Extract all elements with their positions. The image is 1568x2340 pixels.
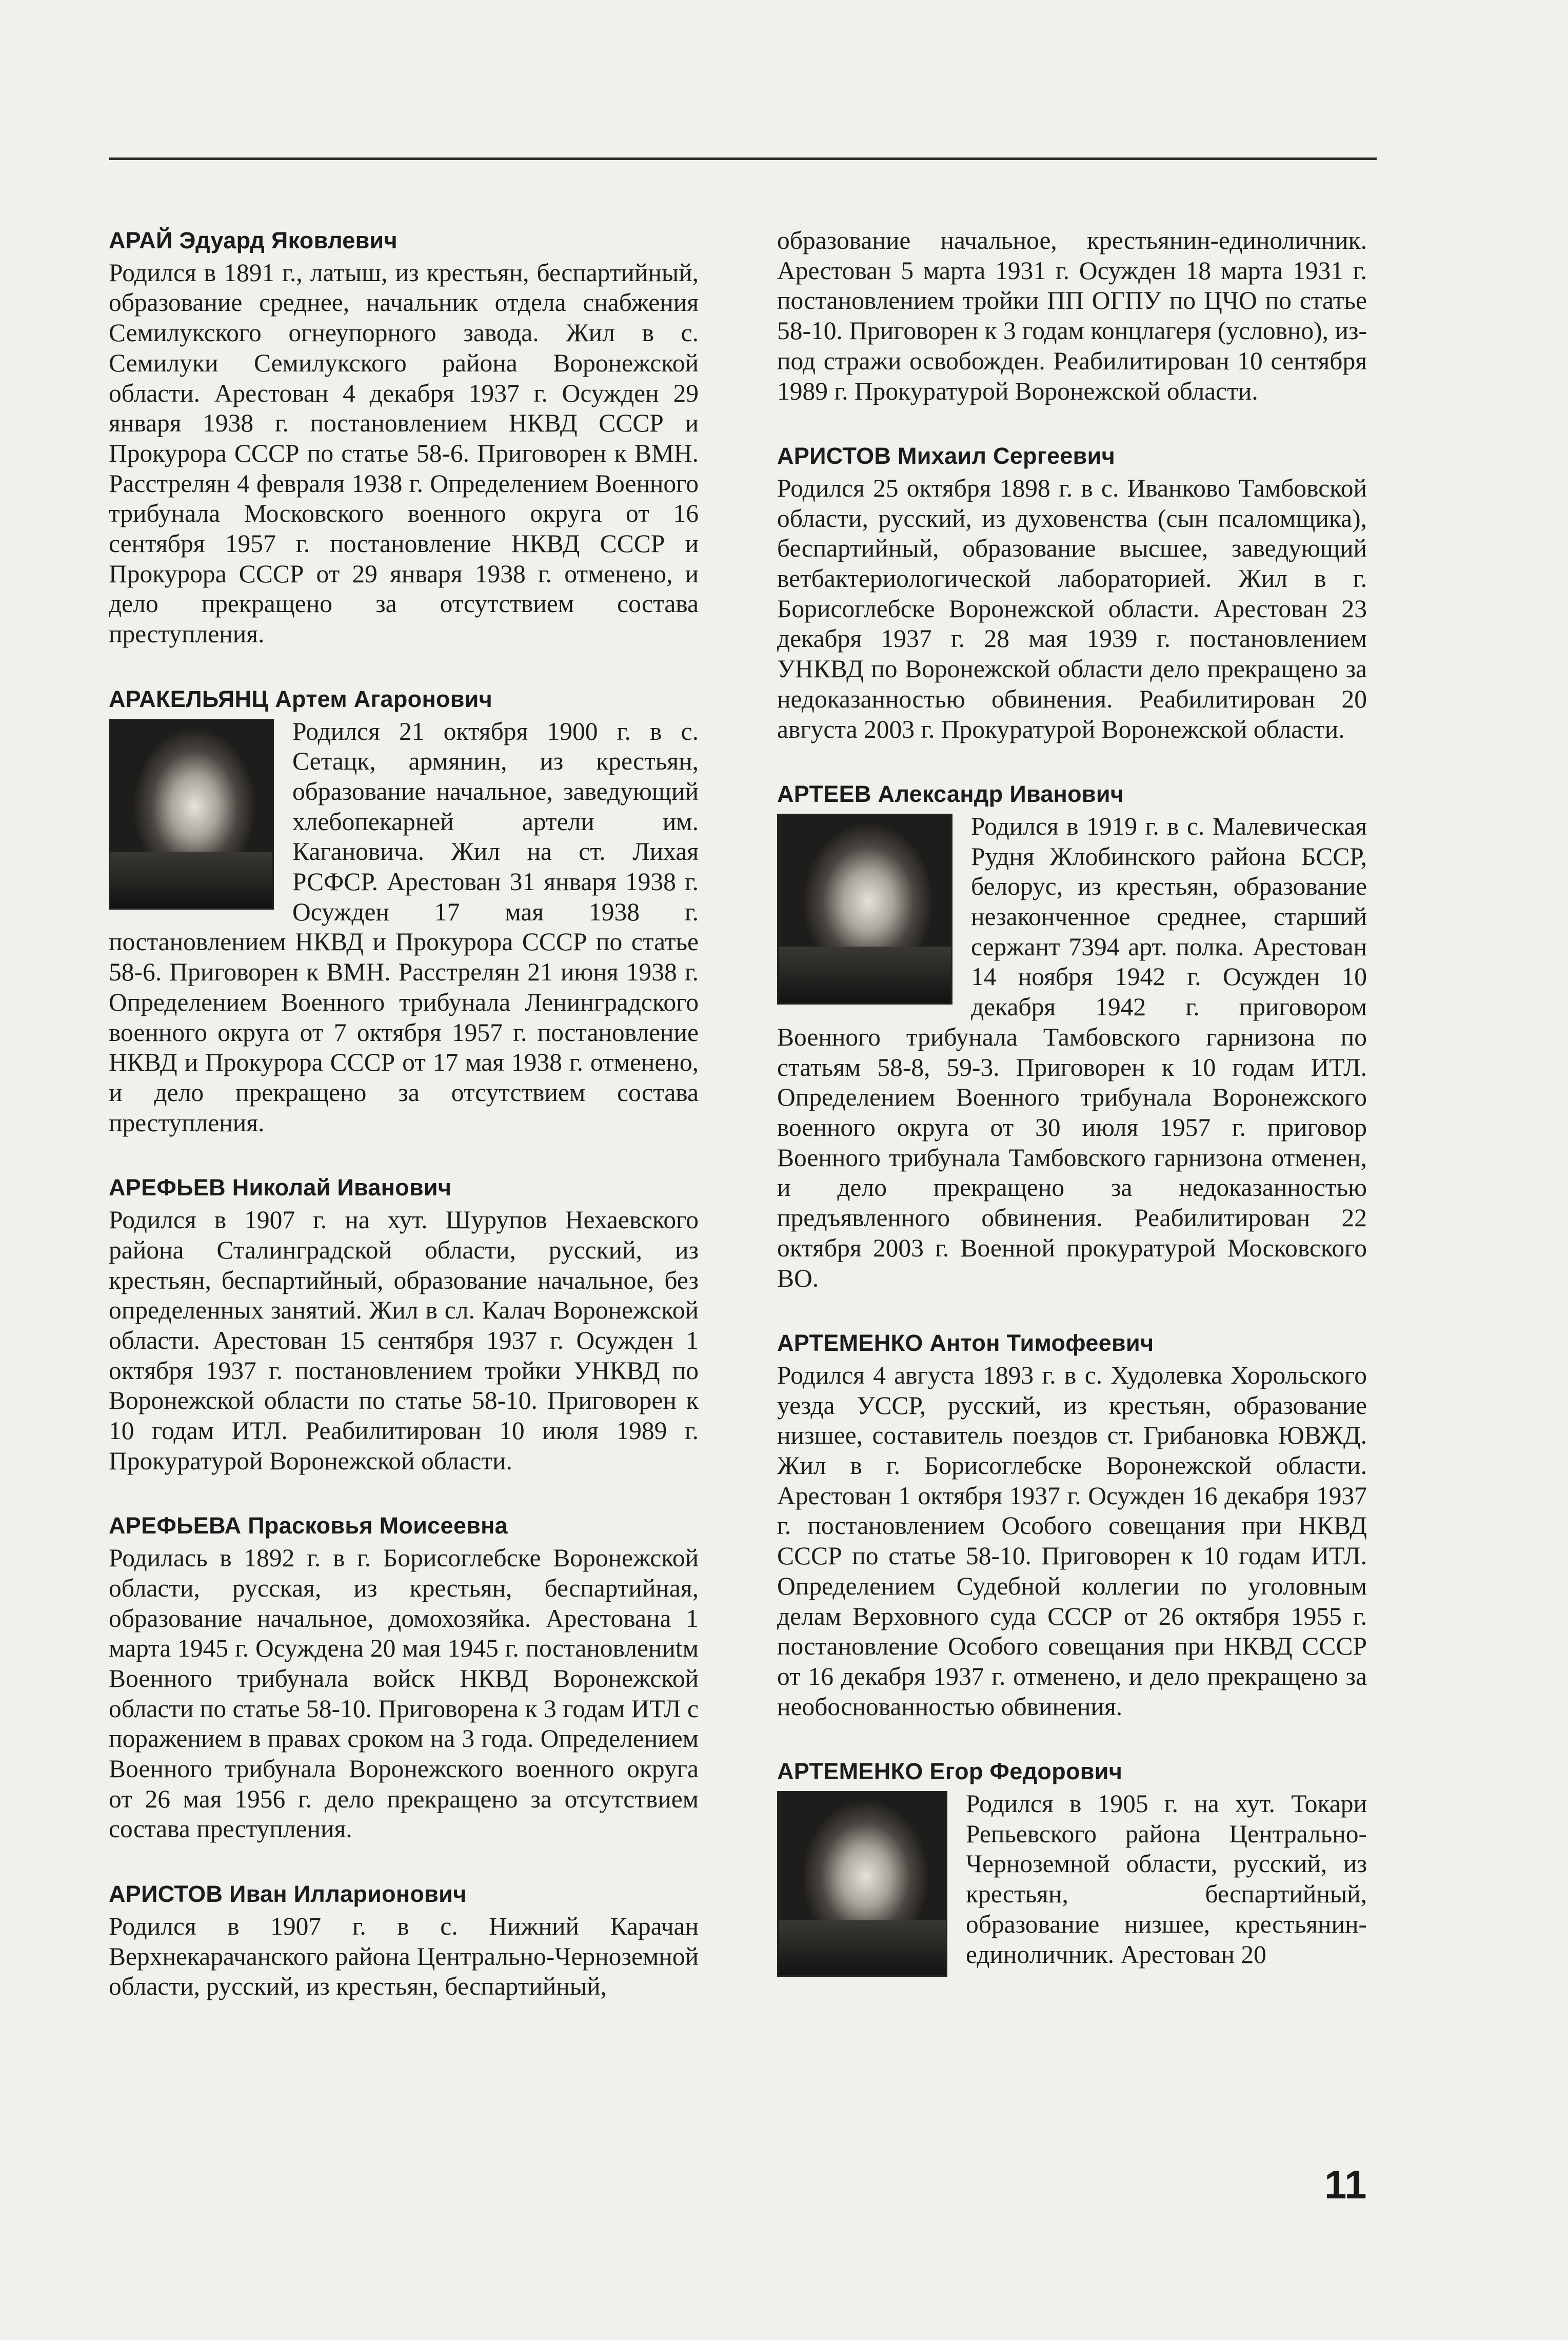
- entry-aristov-ivan: [109, 1879, 699, 2002]
- entry-text: Родился в 1905 г. на хут. Токари Репьевского района Центрально-Черноземной области, русский, из крестьян, беспартийный, образование низшее, крестьянин-единоличник. Арестован 20: [966, 1790, 1367, 1969]
- entry-text: образование начальное, крестьянин-единоличник. Арестован 5 марта 1931 г. Осужден 18 марта 1931 г. постановлением тройки ПП ОГПУ по ЦЧО по статье 58-10. Приговорен к 3 годам концлагеря (условно), из-под стражи освобожден. Реабилитирован 10 сентября 1989 г. Прокуратурой Воронежской области.: [777, 226, 1367, 405]
- entry-artemenko-anton: [777, 1328, 1367, 1722]
- portrait-photo: [777, 1791, 947, 1977]
- portrait-photo: [109, 719, 274, 910]
- portrait-photo: [777, 814, 952, 1005]
- entry-name: АРТЕМЕНКО Антон Тимофеевич: [777, 1330, 1154, 1356]
- entry-text: Родился в 1907 г. на хут. Шурупов Нехаевского района Сталинградской области, русский, из крестьян, беспартийный, образование начальное, без определенных занятий. Жил в сл. Калач Воронежской области. Арестован 15 сентября 1937 г. Осужден 1 октября 1937 г. постановлением тройки УНКВД по Воронежской области по статье 58-10. Приговорен к 10 годам ИТЛ. Реабилитирован 10 июля 1989 г. Прокуратурой Воронежской области.: [109, 1206, 699, 1475]
- entry-name: АРИСТОВ Михаил Сергеевич: [777, 443, 1116, 469]
- entry-arefeva: [109, 1511, 699, 1844]
- right-column: [777, 226, 1367, 2004]
- entry-arefev: [109, 1173, 699, 1476]
- header-rule: [109, 158, 1377, 160]
- entry-text: Родился в 1891 г., латыш, из крестьян, беспартийный, образование среднее, начальник отдела снабжения Семилукского огнеупорного завода. Жил в с. Семилуки Семилукского района Воронежской области. Арестован 4 декабря 1937 г. Осужден 29 января 1938 г. постановлением НКВД СССР и Прокурора СССР по статье 58-6. Приговорен к ВМН. Расстрелян 4 февраля 1938 г. Определением Военного трибунала Московского военного округа от 16 сентября 1957 г. постановление НКВД СССР и Прокурора СССР от 29 января 1938 г. отменено, и дело прекращено за отсутствием состава преступления.: [109, 258, 699, 648]
- entry-name: АРЕФЬЕВА Прасковья Моисеевна: [109, 1512, 508, 1539]
- entry-name: АРИСТОВ Иван Илларионович: [109, 1881, 467, 1908]
- entry-text: Родился 4 августа 1893 г. в с. Худолевка Хорольского уезда УССР, русский, из крестьян, образование низшее, составитель поездов ст. Грибановка ЮВЖД. Жил в г. Борисоглебске Воронежской области. Арестован 1 октября 1937 г. Осужден 16 декабря 1937 г. постановлением Особого совещания при НКВД СССР по статье 58-10. Приговорен к 10 годам ИТЛ. Определением Судебной коллегии по уголовным делам Верховного суда СССР от 26 октября 1955 г. постановление Особого совещания при НКВД СССР от 16 декабря 1937 г. отменено, и дело прекращено за необоснованностью обвинения.: [777, 1361, 1367, 1721]
- entry-name: АРТЕМЕНКО Егор Федорович: [777, 1758, 1123, 1785]
- entry-name: АРТЕЕВ Александр Иванович: [777, 781, 1124, 808]
- entry-arai: [109, 226, 699, 650]
- page-number: 11: [1324, 2162, 1367, 2207]
- entry-aristov-ivan-continued: [777, 226, 1367, 406]
- entry-aristov-mikhail: [777, 441, 1367, 744]
- entry-text: Родился 21 октября 1900 г. в с. Сетацк, армянин, из крестьян, образование начальное, заведующий хлебопекарней артели им. Кагановича. Жил на ст. Лихая РСФСР. Арестован 31 января 1938 г. Осужден 17 мая 1938 г. постановлением НКВД и Прокурора СССР по статье 58-6. Приговорен к ВМН. Расстрелян 21 июня 1938 г. Определением Военного трибунала Ленинградского военного округа от 7 октября 1957 г. постановление НКВД и Прокурора СССР от 17 мая 1938 г. отменено, и дело прекращено за отсутствием состава преступления.: [109, 717, 699, 1137]
- entry-arakelyants: [109, 684, 699, 1138]
- left-column: [109, 226, 699, 2037]
- entry-name: АРАЙ Эдуард Яковлевич: [109, 227, 398, 253]
- entry-arteev: [777, 779, 1367, 1293]
- entry-name: АРЕФЬЕВ Николай Иванович: [109, 1174, 452, 1201]
- entry-text: Родился 25 октября 1898 г. в с. Иванково Тамбовской области, русский, из духовенства (сын псаломщика), беспартийный, образование высшее, заведующий ветбактериологической лабораторией. Жил в г. Борисоглебске Воронежской области. Арестован 23 декабря 1937 г. 28 мая 1939 г. постановлением УНКВД по Воронежской области дело прекращено за недоказанностью обвинения. Реабилитирован 20 августа 2003 г. Прокуратурой Воронежской области.: [777, 474, 1367, 743]
- entry-text: Родился в 1907 г. в с. Нижний Карачан Верхнекарачанского района Центрально-Черноземной области, русский, из крестьян, беспартийный,: [109, 1912, 699, 2001]
- entry-name: АРАКЕЛЬЯНЦ Артем Агаронович: [109, 685, 493, 712]
- entry-artemenko-egor: [777, 1757, 1367, 1970]
- entry-text: Родилась в 1892 г. в г. Борисоглебске Воронежской области, русская, из крестьян, беспартийная, образование начальное, домохозяйка. Арестована 1 марта 1945 г. Осуждена 20 мая 1945 г. постановлениtм Военного трибунала войск НКВД Воронежской области по статье 58-10. Приговорена к 3 годам ИТЛ с поражением в правах сроком на 3 года. Определением Военного трибунала Воронежского военного округа от 26 мая 1956 г. дело прекращено за отсутствием состава преступления.: [109, 1544, 699, 1843]
- entry-text: Родился в 1919 г. в с. Малевическая Рудня Жлобинского района БССР, белорус, из крестьян, образование незаконченное среднее, старший сержант 7394 арт. полка. Арестован 14 ноября 1942 г. Осужден 10 декабря 1942 г. приговором Военного трибунала Тамбовского гарнизона по статьям 58-8, 59-3. Приговорен к 10 годам ИТЛ. Определением Военного трибунала Воронежского военного округа от 30 июля 1957 г. приговор Военного трибунала Тамбовского гарнизона отменен, и дело прекращено за недоказанностью предъявленного обвинения. Реабилитирован 22 октября 2003 г. Военной прокуратурой Московского ВО.: [777, 812, 1367, 1292]
